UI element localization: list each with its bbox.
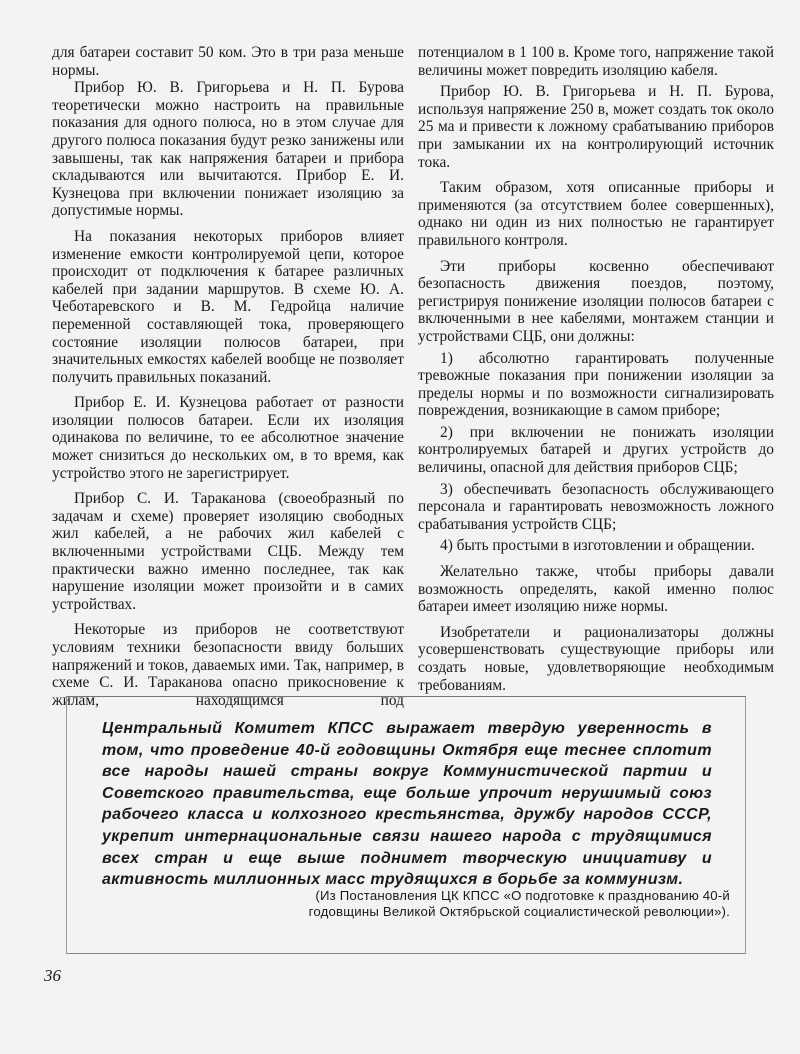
paragraph: Некоторые из приборов не соответствуют условиям техники безопасности ввиду больших напряжений и токов, даваемых ими. Так, например, в схеме С. И. Тараканова опасно прикосновение к жилам, находящимся под	[52, 621, 404, 709]
paragraph: Прибор С. И. Тараканова (своеобразный по задачам и схеме) проверяет изоляцию свободных жил кабелей, а не рабочих жил кабелей с включенными устройствами СЦБ. Между тем практически важно именно последнее, так как нарушение изоляции может произойти и в самих устройствах.	[52, 490, 404, 613]
list-item: 1) абсолютно гарантировать полученные тревожные показания при понижении изоляции за пределы нормы и по возможности сигнализировать повреждения, возникающие в самом приборе;	[418, 349, 774, 420]
paragraph: Прибор Е. И. Кузнецова работает от разности изоляции полюсов батареи. Если их изоляция одинакова по величине, то ее абсолютное значение может снизиться до нескольких ом, в то время, как устройство этого не зарегистрирует.	[52, 394, 404, 482]
paragraph: потенциалом в 1 100 в. Кроме того, напряжение такой величины может повредить изоляцию кабеля.	[418, 44, 774, 79]
page-number: 36	[44, 966, 61, 985]
paragraph: Эти приборы косвенно обеспечивают безопасность движения поездов, поэтому, регистрируя понижение изоляции полюсов батареи с включенными в нее кабелями, монтажем станции и устройствами СЦБ, они должны:	[418, 257, 774, 345]
right-text-column	[418, 44, 774, 694]
paragraph: Прибор Ю. В. Григорьева и Н. П. Бурова, используя напряжение 250 в, может создать ток около 25 ма и привести к ложному срабатыванию приборов при замыкании их на контролирующий источник тока.	[418, 83, 774, 171]
left-text-column	[52, 44, 404, 709]
paragraph: для батареи составит 50 ком. Это в три раза меньше нормы.	[52, 44, 404, 79]
paragraph: Изобретатели и рационализаторы должны усовершенствовать существующие приборы или создать новые, удовлетворяющие необходимым требованиям.	[418, 623, 774, 694]
paragraph: Желательно также, чтобы приборы давали возможность определять, какой именно полюс батареи имеет изоляцию ниже нормы.	[418, 563, 774, 616]
paragraph: Прибор Ю. В. Григорьева и Н. П. Бурова теоретически можно настроить на правильные показания для одного полюса, но в этом случае для другого полюса показания будут резко занижены или завышены, так как напряжения батареи и прибора складываются или вычитаются. Прибор Е. И. Кузнецова при включении понижает изоляцию за допустимые нормы.	[52, 79, 404, 220]
list-item: 3) обеспечивать безопасность обслуживающего персонала и гарантировать невозможность ложного срабатывания устройств СЦБ;	[418, 480, 774, 533]
list-item: 2) при включении не понижать изоляции контролируемых батарей и других устройств до величины, опасной для действия приборов СЦБ;	[418, 423, 774, 477]
paragraph: На показания некоторых приборов влияет изменение емкости контролируемой цепи, которое происходит от подключения к батарее различных кабелей при задании маршрутов. В схеме Ю. А. Чеботаревского и В. М. Гедройца наличие переменной составляющей тока, проверяющего состояние изоляции полюсов батареи, при значительных емкостях кабелей вообще не позволяет получить правильных показаний.	[52, 227, 404, 386]
list-item: 4) быть простыми в изготовлении и обращении.	[440, 537, 755, 555]
paragraph: Таким образом, хотя описанные приборы и применяются (за отсутствием более совершенных), однако ни один из них полностью не гарантирует правильного контроля.	[418, 179, 774, 249]
quote-text: Центральный Комитет КПСС выражает твердую уверенность в том, что проведение 40-й годовщины Октября еще теснее сплотит все народы нашей страны вокруг Коммунистической партии и Советского правительства, еще больше упрочит нерушимый союз рабочего класса и колхозного крестьянства, дружбу народов СССР, укрепит интернациональные связи нашего народа с трудящимися всех стран и еще выше поднимет творческую инициативу и активность миллионных масс трудящихся в борьбе за коммунизм.	[102, 720, 712, 889]
quote-source: (Из Постановления ЦК КПСС «О подготовке к празднованию 40-й годовщины Великой Октябрьской социалистической революции»).	[308, 888, 730, 919]
